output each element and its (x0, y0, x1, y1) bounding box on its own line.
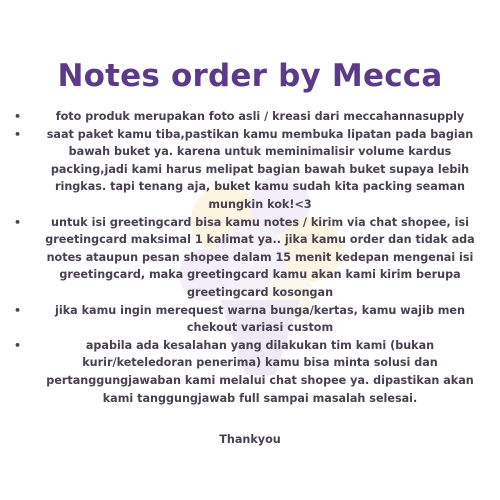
bullet-icon: • (14, 215, 22, 229)
note-text: apabila ada kesalahan yang dilakukan tim kami (bukan kurir/keteledoran penerima) kamu bisa minta solusi dan pertanggungjawaban kami melalui chat shopee ya. dipastikan akan kami tanggungjawab full sampai masalah selesai. (46, 338, 474, 405)
list-item (0, 337, 500, 407)
note-text: untuk isi greetingcard bisa kamu notes / kirim via chat shopee, isi greetingcard maksimal 1 kalimat ya.. jika kamu order dan tidak ada notes ataupun pesan shopee dalam 15 menit kedepan mengenai isi greetingcard, maka greetingcard kamu akan kami kirim berupa greetingcard kosongan (45, 215, 475, 299)
list-item (0, 126, 500, 214)
bullet-icon: • (14, 127, 22, 141)
list-item (0, 214, 500, 302)
list-item (0, 302, 500, 337)
list-item (0, 108, 500, 126)
bullet-icon: • (14, 338, 22, 352)
closing-text: Thankyou (219, 433, 281, 446)
note-text: foto produk merupakan foto asli / kreasi dari meccahannasupply (55, 110, 465, 123)
note-text: jika kamu ingin merequest warna bunga/kertas, kamu wajib men chekout variasi custom (55, 303, 465, 335)
notes-list (0, 108, 500, 407)
note-text: saat paket kamu tiba,pastikan kamu membuka lipatan pada bagian bawah buket ya. karena untuk meminimalisir volume kardus packing,jadi kami harus melipat bagian bawah buket supaya lebih ringkas. tapi tenang aja, buket kamu sudah kita packing seaman mungkin kok!<3 (46, 127, 474, 211)
bullet-icon: • (14, 303, 22, 317)
bullet-icon: • (14, 110, 22, 123)
page-title: Notes order by Mecca (57, 58, 443, 94)
